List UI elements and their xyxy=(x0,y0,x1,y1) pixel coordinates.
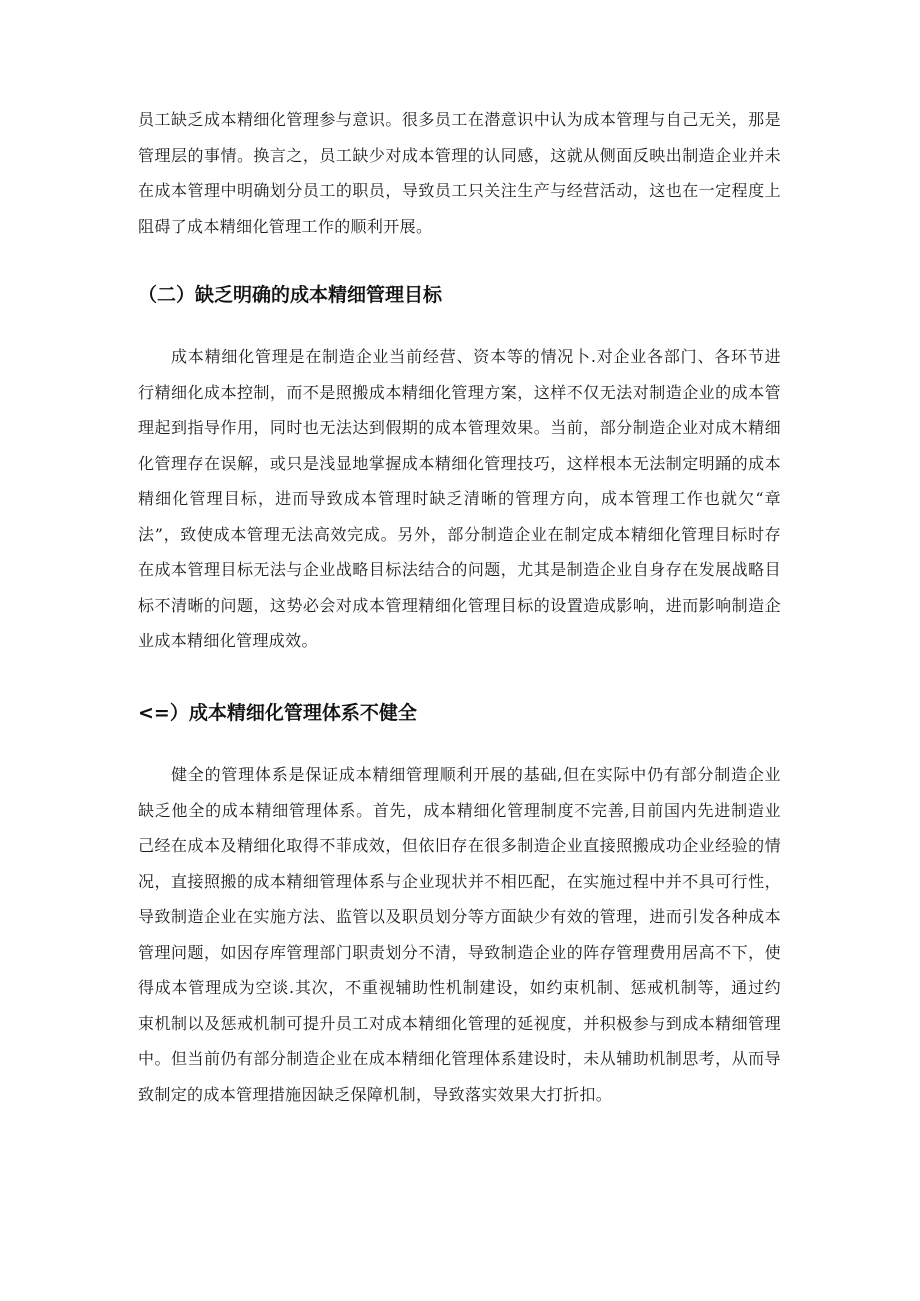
paragraph-management-goals: 成本精细化管理是在制造企业当前经营、资本等的情况卜.对企业各部门、各环节进行精细化成本控制，而不是照搬成本精细化管理方案，这样不仅无法对制造企业的成本管理起到指导作用，同时也无法达到假期的成本管理效果。当前，部分制造企业对成木精细化管理存在误解，或只是浅显地掌握成本精细化管理技巧，这样根本无法制定明踊的成本精细化管理目标，进而导致成本管理时缺乏清晰的管理方向，成本管理工作也就欠“章法”，致使成本管理无法高效完成。另外，部分制造企业在制定成本精细化管理目标时存在成本管理目标无法与企业战略目标法结合的问题，尤其是制造企业自身存在发展战略目标不清晰的问题，这势必会对成本管理精细化管理目标的设置造成影响，进而影响制造企业成本精细化管理成效。 xyxy=(138,347,781,650)
section-heading-3: <=）成本精细化管理体系不健全 xyxy=(138,702,417,724)
section-heading-2: （二）缺乏明确的成本精细管理目标 xyxy=(138,284,443,306)
paragraph-management-system: 健全的管理体系是保证成本精细管理顺利开展的基础,但在实际中仍有部分制造企业缺乏他全的成本精细管理体系。首先，成本精细化管理制度不完善,目前国内先进制造业己经在成本及精细化取得不菲成效，但依旧存在很多制造企业直接照搬成功企业经验的情况，直接照搬的成本精细管理体系与企业现状并不相匹配，在实施过程中并不具可行性，导致制造企业在实施方法、监管以及职员划分等方面缺少有效的管理，进而引发各种成本管理问题，如因存库管理部门职责划分不清，导致制造企业的阵存管理费用居高不下，使得成本管理成为空谈.其次，不重视辅助性机制建设，如约束机制、惩戒机制等，通过约束机制以及惩戒机制可提升员工对成本精细化管理的延视度，并积极参与到成本精细管理中。但当前仍有部分制造企业在成本精细化管理体系建设时，未从辅助机制思考，从而导致制定的成本管理措施因缺乏保障机制，导致落实效果大打折扣。 xyxy=(138,765,781,1104)
paragraph-employee-awareness: 员工缺乏成本精细化管理参与意识。很多员工在潜意识中认为成本管理与自己无关，那是管理层的事情。换言之，员工缺少对成本管理的认同感，这就从侧面反映出制造企业并未在成本管理中明确划分员工的职员，导致员工只关注生产与经营活动，这也在一定程度上阻碍了成本精细化管理工作的顺利开展。 xyxy=(138,110,781,236)
